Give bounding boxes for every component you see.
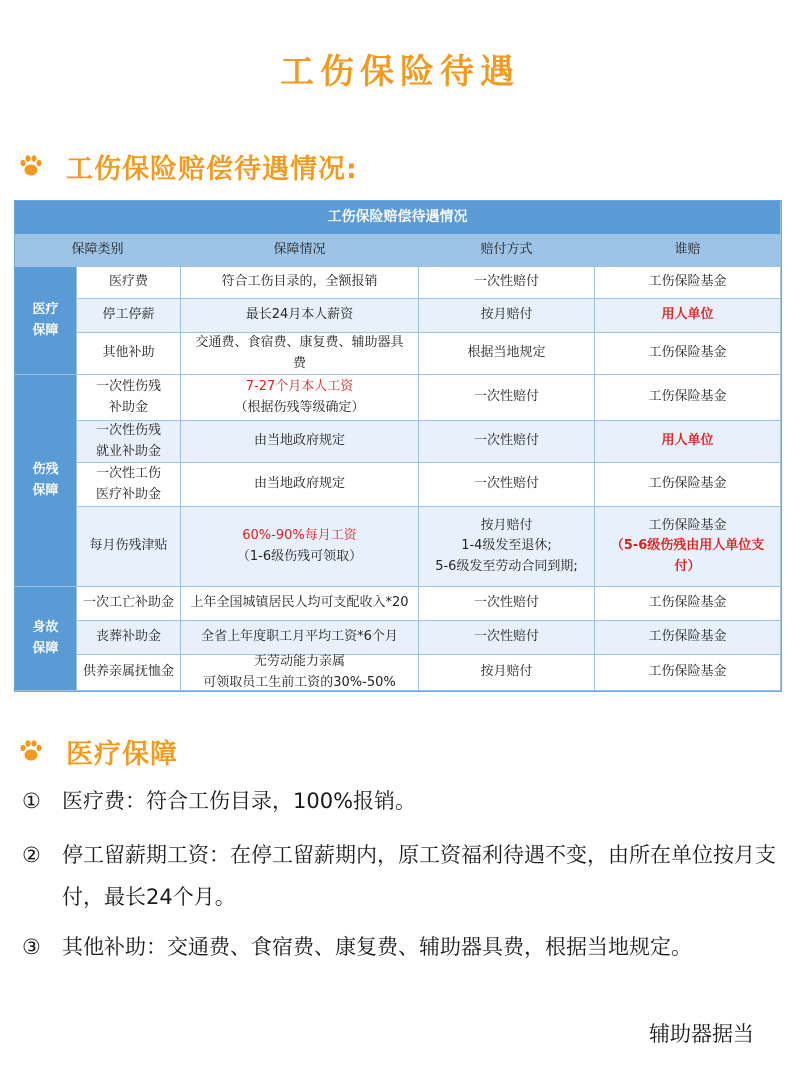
situation-note: （1-6级伤残可领取）: [236, 548, 363, 564]
table-cell-method: 一次性赔付: [419, 587, 595, 621]
paw-icon: [18, 153, 44, 179]
table-cell-method: 一次性赔付: [419, 267, 595, 299]
table-cell-payer: [595, 507, 781, 587]
table-cell-payer: 工伤保险基金: [595, 587, 781, 621]
list-item: [22, 926, 782, 968]
table-title: 工伤保险赔偿待遇情况: [15, 201, 781, 235]
table-cell-situation: 由当地政府规定: [181, 463, 419, 507]
table-cell-situation: 由当地政府规定: [181, 421, 419, 463]
table-cell-item: 一次性伤残 补助金: [77, 375, 181, 421]
table-cell-item: 医疗费: [77, 267, 181, 299]
payer-text: 工伤保险基金: [648, 518, 727, 534]
page-title: 工伤保险待遇: [280, 52, 520, 92]
table-cell-payer: 用人单位: [595, 421, 781, 463]
table-cell-method: 按月赔付: [419, 299, 595, 333]
table-cell-method: 一次性赔付: [419, 421, 595, 463]
footer-note: 辅助器据当: [649, 1022, 754, 1046]
table-cell-payer: 工伤保险基金: [595, 655, 781, 691]
table-cell-item: 丧葬补助金: [77, 621, 181, 655]
table-header-category: 保障类别: [15, 235, 181, 267]
list-item: [22, 834, 782, 918]
table-group-label: 伤残 保障: [15, 375, 77, 587]
section-heading-text: 医疗保障: [66, 738, 178, 770]
table-cell-situation: 上年全国城镇居民人均可支配收入*20: [181, 587, 419, 621]
table-cell-method: 一次性赔付: [419, 621, 595, 655]
table-header-situation: 保障情况: [181, 235, 419, 267]
table-cell-payer: 工伤保险基金: [595, 375, 781, 421]
table-cell-item: 每月伤残津贴: [77, 507, 181, 587]
table-cell-situation: 全省上年度职工月平均工资*6个月: [181, 621, 419, 655]
list-item: [22, 780, 782, 822]
table-header-payer: 谁赔: [595, 235, 781, 267]
table-cell-payer: 用人单位: [595, 299, 781, 333]
table-cell-method: 按月赔付: [419, 655, 595, 691]
table-cell-method: 根据当地规定: [419, 333, 595, 375]
list-text: 停工留薪期工资：在停工留薪期内，原工资福利待遇不变，由所在单位按月支付，最长24个月。: [62, 843, 776, 909]
paw-icon: [18, 738, 44, 764]
table-cell-item: 一次性伤残 就业补助金: [77, 421, 181, 463]
table-cell-situation: 最长24月本人薪资: [181, 299, 419, 333]
table-cell-situation: 符合工伤目录的，全额报销: [181, 267, 419, 299]
situation-highlight: 60%-90%每月工资: [242, 528, 357, 544]
table-cell-item: 停工停薪: [77, 299, 181, 333]
table-cell-situation: [181, 507, 419, 587]
table-cell-item: 一次性工伤 医疗补助金: [77, 463, 181, 507]
table-cell-method: 一次性赔付: [419, 375, 595, 421]
table-cell-payer: 工伤保险基金: [595, 621, 781, 655]
situation-highlight: 7-27个月本人工资: [245, 379, 354, 395]
list-number: ③: [22, 935, 41, 959]
list-number: ①: [22, 789, 41, 813]
table-group-label: 医疗 保障: [15, 267, 77, 375]
table-cell-payer: 工伤保险基金: [595, 267, 781, 299]
section-heading-compensation: [18, 146, 358, 186]
table-cell-method: 按月赔付 1-4级发至退休; 5-6级发至劳动合同到期;: [419, 507, 595, 587]
list-number: ②: [22, 843, 41, 867]
table-cell-item: 供养亲属抚恤金: [77, 655, 181, 691]
table-cell-situation: 交通费、食宿费、康复费、辅助器具 费: [181, 333, 419, 375]
situation-note: （根据伤残等级确定）: [234, 399, 365, 415]
table-cell-situation: [181, 375, 419, 421]
table-header-method: 赔付方式: [419, 235, 595, 267]
section-heading-medical: [18, 731, 178, 771]
table-cell-payer: 工伤保险基金: [595, 333, 781, 375]
table-cell-method: 一次性赔付: [419, 463, 595, 507]
list-text: 其他补助：交通费、食宿费、康复费、辅助器具费，根据当地规定。: [62, 935, 692, 959]
compensation-table: [14, 200, 782, 692]
section-heading-text: 工伤保险赔偿待遇情况:: [66, 153, 358, 185]
table-cell-situation: 无劳动能力亲属 可领取员工生前工资的30%-50%: [181, 655, 419, 691]
table-cell-item: 其他补助: [77, 333, 181, 375]
table-group-label: 身故 保障: [15, 587, 77, 691]
table-cell-item: 一次工亡补助金: [77, 587, 181, 621]
payer-note: （5-6级伤残由用人单位支 付）: [610, 538, 765, 574]
table-cell-payer: 工伤保险基金: [595, 463, 781, 507]
list-text: 医疗费：符合工伤目录，100%报销。: [62, 789, 417, 813]
